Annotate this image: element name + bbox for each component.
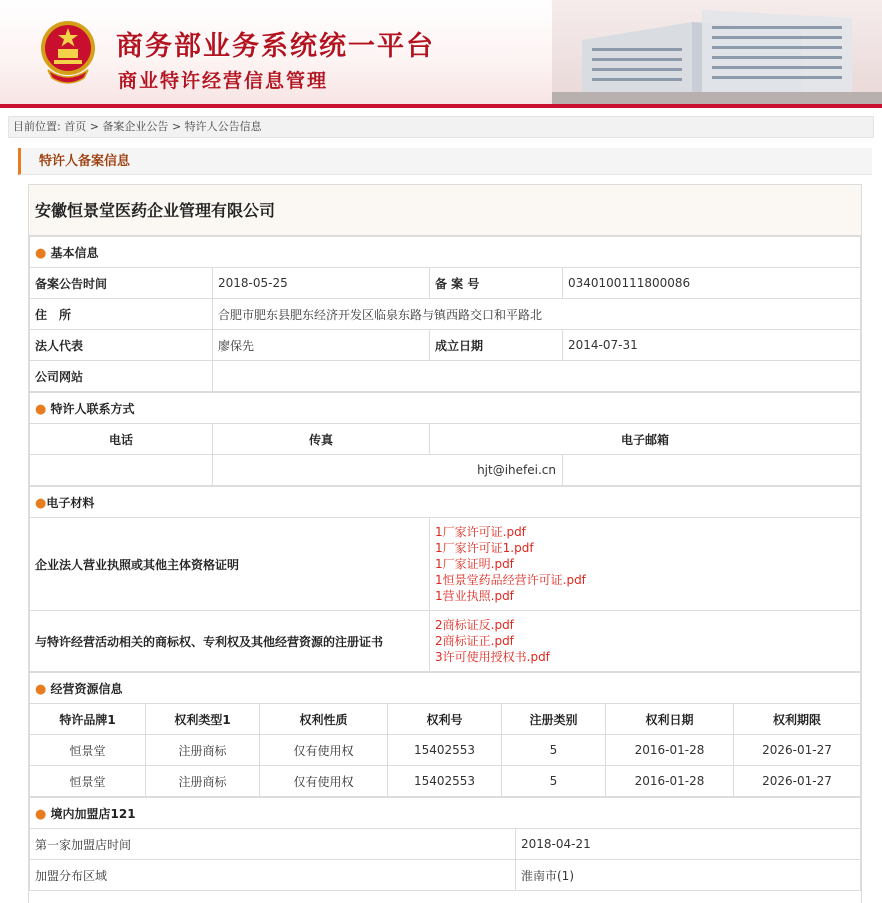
filing-time-label: 备案公告时间 xyxy=(30,268,213,299)
table-row xyxy=(30,735,861,766)
breadcrumb-prefix: 目前位置: xyxy=(13,120,61,133)
breadcrumb-current: 特许人公告信息 xyxy=(184,120,262,133)
column-header: 权利日期 xyxy=(606,704,734,735)
table-cell: 2026-01-27 xyxy=(734,735,861,766)
phone-header: 电话 xyxy=(30,424,213,455)
contact-heading xyxy=(30,393,861,424)
table-cell: 恒景堂 xyxy=(30,735,146,766)
resources-table xyxy=(29,672,861,797)
column-header: 权利期限 xyxy=(734,704,861,735)
table-cell: 2016-01-28 xyxy=(606,766,734,797)
table-cell: 2026-01-27 xyxy=(734,766,861,797)
bullet-icon: ● xyxy=(35,401,47,417)
domestic-stores-table xyxy=(29,797,861,891)
email-value: hjt@ihefei.cn xyxy=(213,455,563,486)
legal-rep-value: 廖保先 xyxy=(213,330,430,361)
first-store-label: 第一家加盟店时间 xyxy=(30,829,516,860)
column-header: 权利类型1 xyxy=(146,704,260,735)
bullet-icon: ● xyxy=(35,245,47,261)
table-cell: 恒景堂 xyxy=(30,766,146,797)
app-subtitle: 商业特许经营信息管理 xyxy=(118,70,329,92)
section-title: 特许人备案信息 xyxy=(18,148,872,175)
breadcrumb-home-link[interactable]: 首页 xyxy=(64,120,87,133)
founded-label: 成立日期 xyxy=(430,330,563,361)
file-link[interactable]: 2商标证正.pdf xyxy=(435,634,514,648)
fax-header: 传真 xyxy=(213,424,430,455)
bullet-icon: ● xyxy=(35,495,47,511)
table-cell: 15402553 xyxy=(388,766,502,797)
header-banner xyxy=(0,0,882,108)
breadcrumb-level1-link[interactable]: 备案企业公告 xyxy=(102,120,169,133)
file-link[interactable]: 2商标证反.pdf xyxy=(435,618,514,632)
filing-info-panel xyxy=(28,184,862,903)
company-name: 安徽恒景堂医药企业管理有限公司 xyxy=(29,185,861,236)
file-link[interactable]: 1厂家许可证.pdf xyxy=(435,525,526,539)
table-cell: 2016-01-28 xyxy=(606,735,734,766)
resources-heading-text: 经营资源信息 xyxy=(50,681,123,696)
file-link[interactable]: 1厂家证明.pdf xyxy=(435,557,514,571)
address-label: 住 所 xyxy=(30,299,213,330)
materials-heading-text: 电子材料 xyxy=(46,495,95,510)
material-files-trademark xyxy=(430,611,861,672)
contact-table xyxy=(29,392,861,486)
fax-value xyxy=(563,455,861,486)
bullet-icon: ● xyxy=(35,806,47,822)
filing-time-value: 2018-05-25 xyxy=(213,268,430,299)
file-link[interactable]: 1恒景堂药品经营许可证.pdf xyxy=(435,573,586,587)
website-value xyxy=(213,361,861,392)
building-illustration-icon xyxy=(552,0,882,104)
filing-no-label: 备 案 号 xyxy=(430,268,563,299)
table-cell: 仅有使用权 xyxy=(260,735,388,766)
breadcrumb xyxy=(8,116,874,138)
phone-value xyxy=(30,455,213,486)
materials-heading xyxy=(30,487,861,518)
table-cell: 15402553 xyxy=(388,735,502,766)
bullet-icon: ● xyxy=(35,681,47,697)
column-header: 特许品牌1 xyxy=(30,704,146,735)
table-row xyxy=(30,766,861,797)
file-link[interactable]: 1厂家许可证1.pdf xyxy=(435,541,534,555)
file-link[interactable]: 3许可使用授权书.pdf xyxy=(435,650,550,664)
region-label: 加盟分布区域 xyxy=(30,860,516,891)
basic-info-table xyxy=(29,236,861,392)
first-store-value: 2018-04-21 xyxy=(516,829,861,860)
file-link[interactable]: 1营业执照.pdf xyxy=(435,589,514,603)
filing-no-value: 0340100111800086 xyxy=(563,268,861,299)
material-label-trademark: 与特许经营活动相关的商标权、专利权及其他经营资源的注册证书 xyxy=(30,611,430,672)
contact-heading-text: 特许人联系方式 xyxy=(50,401,135,416)
column-header: 注册类别 xyxy=(502,704,606,735)
column-header: 权利性质 xyxy=(260,704,388,735)
national-emblem-icon xyxy=(38,18,98,84)
table-cell: 仅有使用权 xyxy=(260,766,388,797)
breadcrumb-separator: > xyxy=(89,120,99,133)
app-title: 商务部业务系统统一平台 xyxy=(116,31,435,62)
materials-table xyxy=(29,486,861,672)
legal-rep-label: 法人代表 xyxy=(30,330,213,361)
table-cell: 注册商标 xyxy=(146,735,260,766)
table-cell: 注册商标 xyxy=(146,766,260,797)
breadcrumb-separator: > xyxy=(171,120,182,133)
founded-value: 2014-07-31 xyxy=(563,330,861,361)
material-label-license: 企业法人营业执照或其他主体资格证明 xyxy=(30,518,430,611)
website-label: 公司网站 xyxy=(30,361,213,392)
table-cell: 5 xyxy=(502,766,606,797)
resources-heading xyxy=(30,673,861,704)
region-value: 淮南市(1) xyxy=(516,860,861,891)
address-value: 合肥市肥东县肥东经济开发区临泉东路与镇西路交口和平路北 xyxy=(213,299,861,330)
email-header: 电子邮箱 xyxy=(430,424,861,455)
basic-info-heading-text: 基本信息 xyxy=(50,245,99,260)
table-cell: 5 xyxy=(502,735,606,766)
domestic-heading-text: 境内加盟店121 xyxy=(50,806,136,821)
material-files-license xyxy=(430,518,861,611)
column-header: 权利号 xyxy=(388,704,502,735)
domestic-heading xyxy=(30,798,861,829)
basic-info-heading xyxy=(30,237,861,268)
